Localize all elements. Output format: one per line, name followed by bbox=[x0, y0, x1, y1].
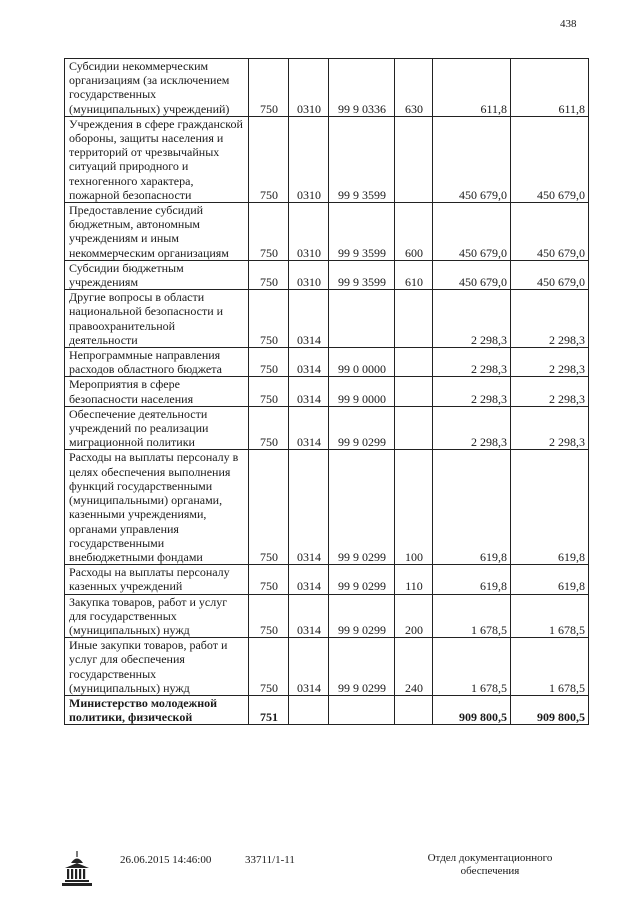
cell-section-code: 0314 bbox=[289, 450, 329, 565]
cell-name: Субсидии некоммерческим организациям (за исключением государственных (муниципальных) учреждений) bbox=[65, 59, 249, 117]
footer-department: Отдел документационного обеспечения bbox=[427, 852, 553, 877]
cell-section-code: 0310 bbox=[289, 59, 329, 117]
cell-amount-1: 909 800,5 bbox=[433, 695, 511, 724]
cell-name: Расходы на выплаты персоналу в целях обеспечения выполнения функций государственными (муниципальными) органами, казенными учреждениями, органами управления государственными внебюджетными фондами bbox=[65, 450, 249, 565]
cell-section-code: 0310 bbox=[289, 203, 329, 261]
cell-amount-2: 450 679,0 bbox=[511, 116, 589, 202]
cell-name: Субсидии бюджетным учреждениям bbox=[65, 260, 249, 289]
parliament-building-icon bbox=[57, 850, 97, 890]
cell-ministry-code: 750 bbox=[249, 450, 289, 565]
cell-target-code: 99 9 0299 bbox=[329, 594, 395, 638]
cell-target-code: 99 9 0299 bbox=[329, 638, 395, 696]
table-row bbox=[65, 203, 589, 261]
cell-amount-1: 619,8 bbox=[433, 565, 511, 594]
cell-section-code: 0314 bbox=[289, 290, 329, 348]
cell-ministry-code: 751 bbox=[249, 695, 289, 724]
cell-target-code: 99 9 3599 bbox=[329, 116, 395, 202]
table-row bbox=[65, 594, 589, 638]
cell-target-code: 99 9 0336 bbox=[329, 59, 395, 117]
table-row bbox=[65, 406, 589, 450]
cell-target-code: 99 9 3599 bbox=[329, 260, 395, 289]
cell-name: Министерство молодежной политики, физической bbox=[65, 695, 249, 724]
cell-expense-type: 110 bbox=[395, 565, 433, 594]
footer-datetime: 26.06.2015 14:46:00 bbox=[120, 854, 212, 866]
cell-expense-type bbox=[395, 348, 433, 377]
cell-amount-1: 2 298,3 bbox=[433, 406, 511, 450]
cell-expense-type: 610 bbox=[395, 260, 433, 289]
cell-expense-type bbox=[395, 406, 433, 450]
cell-expense-type: 630 bbox=[395, 59, 433, 117]
cell-ministry-code: 750 bbox=[249, 377, 289, 406]
cell-name: Обеспечение деятельности учреждений по реализации миграционной политики bbox=[65, 406, 249, 450]
table-row bbox=[65, 59, 589, 117]
cell-amount-1: 619,8 bbox=[433, 450, 511, 565]
cell-ministry-code: 750 bbox=[249, 594, 289, 638]
cell-amount-2: 611,8 bbox=[511, 59, 589, 117]
cell-target-code: 99 9 0299 bbox=[329, 450, 395, 565]
table-row bbox=[65, 290, 589, 348]
cell-section-code: 0310 bbox=[289, 116, 329, 202]
cell-ministry-code: 750 bbox=[249, 348, 289, 377]
cell-expense-type bbox=[395, 116, 433, 202]
cell-name: Расходы на выплаты персоналу казенных учреждений bbox=[65, 565, 249, 594]
cell-section-code bbox=[289, 695, 329, 724]
cell-section-code: 0314 bbox=[289, 377, 329, 406]
table-row bbox=[65, 348, 589, 377]
cell-expense-type: 600 bbox=[395, 203, 433, 261]
cell-name: Предоставление субсидий бюджетным, автономным учреждениям и иным некоммерческим организациям bbox=[65, 203, 249, 261]
cell-name: Другие вопросы в области национальной безопасности и правоохранительной деятельности bbox=[65, 290, 249, 348]
cell-amount-1: 450 679,0 bbox=[433, 260, 511, 289]
cell-ministry-code: 750 bbox=[249, 59, 289, 117]
cell-name: Закупка товаров, работ и услуг для государственных (муниципальных) нужд bbox=[65, 594, 249, 638]
cell-amount-2: 2 298,3 bbox=[511, 377, 589, 406]
table-row bbox=[65, 450, 589, 565]
cell-amount-2: 2 298,3 bbox=[511, 290, 589, 348]
cell-expense-type bbox=[395, 695, 433, 724]
table-row bbox=[65, 116, 589, 202]
cell-ministry-code: 750 bbox=[249, 116, 289, 202]
table-body bbox=[65, 59, 589, 725]
cell-section-code: 0314 bbox=[289, 406, 329, 450]
budget-table bbox=[64, 58, 589, 725]
cell-amount-1: 611,8 bbox=[433, 59, 511, 117]
footer-doc-id: 33711/1-11 bbox=[245, 854, 295, 866]
cell-ministry-code: 750 bbox=[249, 290, 289, 348]
cell-expense-type: 200 bbox=[395, 594, 433, 638]
cell-section-code: 0314 bbox=[289, 565, 329, 594]
cell-amount-2: 2 298,3 bbox=[511, 348, 589, 377]
table-row bbox=[65, 377, 589, 406]
cell-section-code: 0310 bbox=[289, 260, 329, 289]
cell-ministry-code: 750 bbox=[249, 638, 289, 696]
cell-ministry-code: 750 bbox=[249, 406, 289, 450]
cell-ministry-code: 750 bbox=[249, 203, 289, 261]
cell-amount-2: 909 800,5 bbox=[511, 695, 589, 724]
cell-amount-1: 2 298,3 bbox=[433, 348, 511, 377]
cell-expense-type bbox=[395, 377, 433, 406]
cell-amount-2: 619,8 bbox=[511, 565, 589, 594]
cell-name: Мероприятия в сфере безопасности населения bbox=[65, 377, 249, 406]
footer bbox=[0, 850, 640, 900]
cell-amount-1: 450 679,0 bbox=[433, 116, 511, 202]
cell-amount-2: 2 298,3 bbox=[511, 406, 589, 450]
cell-target-code: 99 9 0299 bbox=[329, 406, 395, 450]
cell-section-code: 0314 bbox=[289, 348, 329, 377]
table-row bbox=[65, 695, 589, 724]
cell-amount-1: 450 679,0 bbox=[433, 203, 511, 261]
cell-amount-1: 2 298,3 bbox=[433, 377, 511, 406]
cell-section-code: 0314 bbox=[289, 594, 329, 638]
cell-target-code: 99 9 3599 bbox=[329, 203, 395, 261]
cell-target-code bbox=[329, 695, 395, 724]
cell-amount-1: 2 298,3 bbox=[433, 290, 511, 348]
page-number: 438 bbox=[560, 18, 577, 30]
cell-amount-2: 450 679,0 bbox=[511, 203, 589, 261]
cell-target-code: 99 9 0000 bbox=[329, 377, 395, 406]
table-row bbox=[65, 638, 589, 696]
cell-amount-2: 619,8 bbox=[511, 450, 589, 565]
cell-amount-2: 450 679,0 bbox=[511, 260, 589, 289]
table-row bbox=[65, 260, 589, 289]
cell-name: Непрограммные направления расходов областного бюджета bbox=[65, 348, 249, 377]
table-row bbox=[65, 565, 589, 594]
cell-expense-type bbox=[395, 290, 433, 348]
cell-amount-1: 1 678,5 bbox=[433, 594, 511, 638]
cell-ministry-code: 750 bbox=[249, 260, 289, 289]
cell-section-code: 0314 bbox=[289, 638, 329, 696]
cell-name: Иные закупки товаров, работ и услуг для обеспечения государственных (муниципальных) нужд bbox=[65, 638, 249, 696]
cell-amount-2: 1 678,5 bbox=[511, 638, 589, 696]
cell-amount-2: 1 678,5 bbox=[511, 594, 589, 638]
cell-ministry-code: 750 bbox=[249, 565, 289, 594]
cell-amount-1: 1 678,5 bbox=[433, 638, 511, 696]
cell-target-code: 99 0 0000 bbox=[329, 348, 395, 377]
cell-target-code bbox=[329, 290, 395, 348]
cell-target-code: 99 9 0299 bbox=[329, 565, 395, 594]
cell-expense-type: 100 bbox=[395, 450, 433, 565]
cell-expense-type: 240 bbox=[395, 638, 433, 696]
cell-name: Учреждения в сфере гражданской обороны, защиты населения и территорий от чрезвычайных ситуаций природного и техногенного характера, пожарной безопасности bbox=[65, 116, 249, 202]
